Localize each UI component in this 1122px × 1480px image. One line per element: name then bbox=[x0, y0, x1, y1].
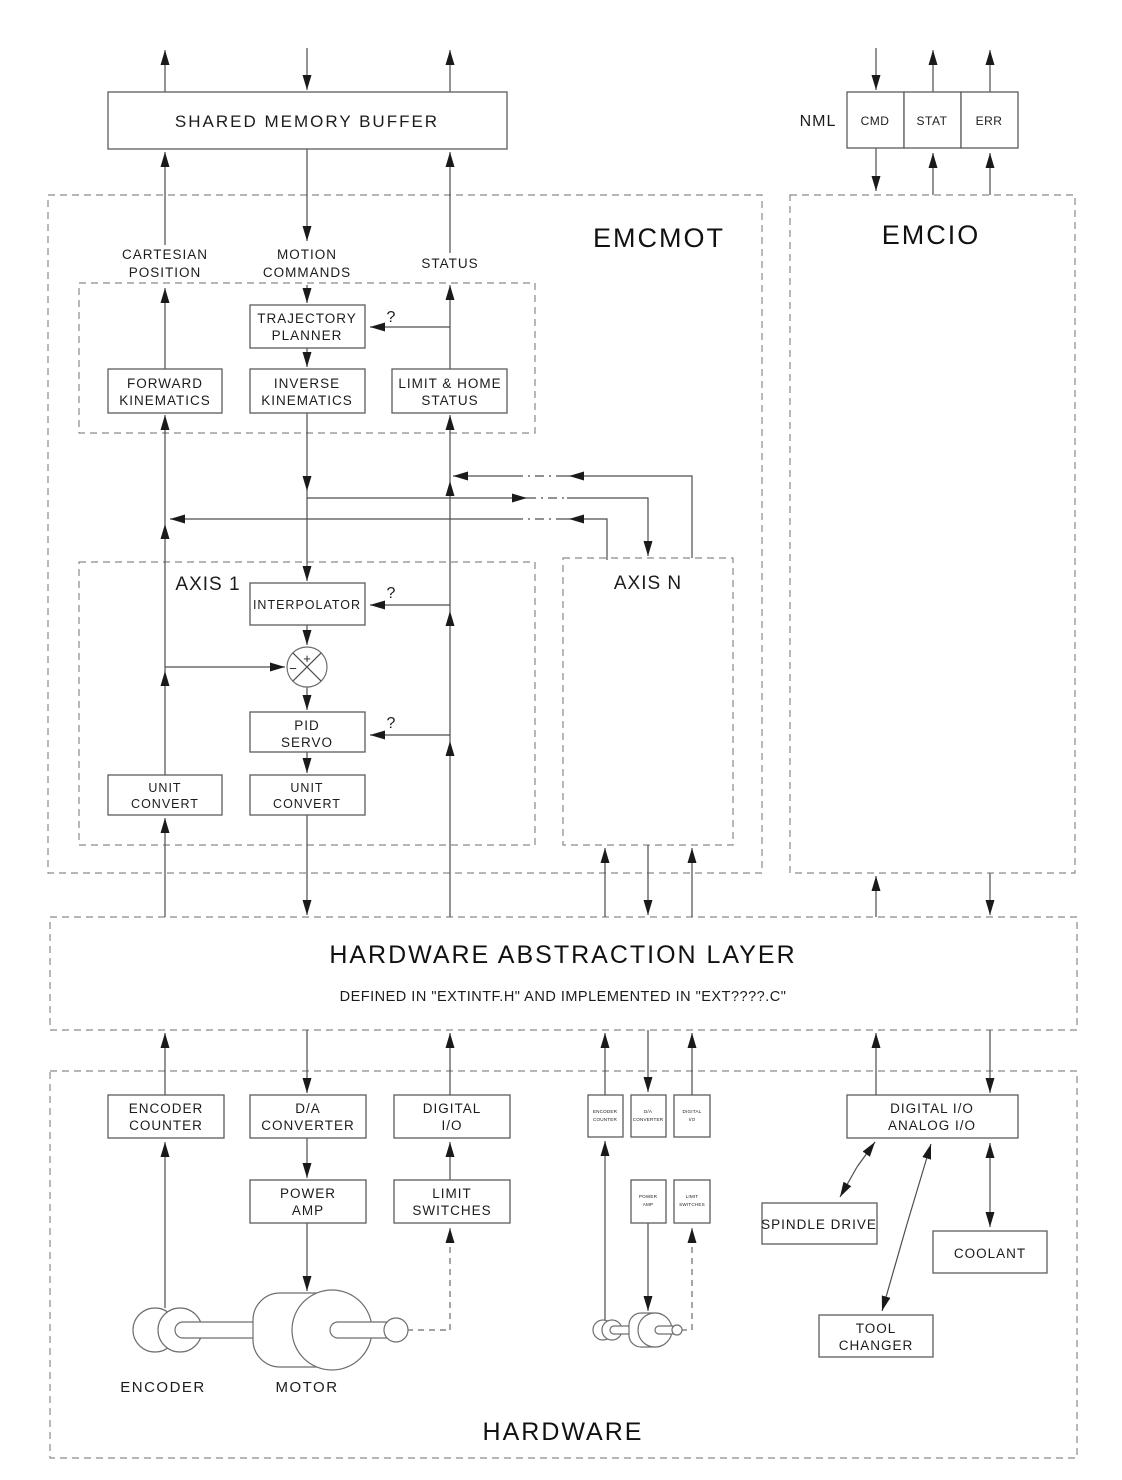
unit-convert-center-label: UNIT bbox=[290, 781, 324, 795]
sum-plus-sign: + bbox=[303, 651, 311, 666]
hardware-title: HARDWARE bbox=[482, 1418, 644, 1446]
encoder-counter-small-label2: COUNTER bbox=[592, 1117, 618, 1122]
encoder-counter-label2: COUNTER bbox=[129, 1118, 203, 1133]
da-converter-small-label: D/A bbox=[643, 1109, 653, 1114]
forward-kinematics-label2: KINEMATICS bbox=[119, 393, 211, 408]
hal-region bbox=[50, 917, 1077, 1030]
unit-convert-left-label: UNIT bbox=[148, 781, 182, 795]
digital-analog-io-label: DIGITAL I/O bbox=[890, 1101, 974, 1116]
encoder-counter-small-label: ENCODER bbox=[592, 1109, 618, 1114]
axis1-title: AXIS 1 bbox=[175, 574, 241, 595]
encoder-caption: ENCODER bbox=[120, 1379, 206, 1396]
motor-caption: MOTOR bbox=[275, 1379, 339, 1396]
cartesian-position-label2: POSITION bbox=[128, 265, 202, 280]
trajectory-planner-label2: PLANNER bbox=[271, 328, 343, 343]
trajectory-planner-label: TRAJECTORY bbox=[257, 311, 357, 326]
unit-convert-center-label2: CONVERT bbox=[273, 797, 341, 811]
digital-io-small-label2: I/O bbox=[688, 1117, 696, 1122]
emcmot-title: EMCMOT bbox=[593, 223, 725, 253]
axisn-title: AXIS N bbox=[613, 573, 683, 594]
small-motor-shaft-end bbox=[672, 1325, 682, 1335]
motor-shaft-end bbox=[384, 1318, 408, 1342]
digital-analog-io-label2: ANALOG I/O bbox=[887, 1118, 977, 1133]
summing-junction bbox=[287, 647, 327, 687]
axisn-region bbox=[563, 558, 733, 845]
cartesian-position-label: CARTESIAN bbox=[121, 247, 209, 262]
da-converter-label: D/A bbox=[295, 1101, 321, 1116]
boxes bbox=[108, 92, 1047, 1357]
question-mark-trajectory: ? bbox=[386, 309, 396, 326]
pid-servo-label: PID bbox=[294, 718, 320, 733]
power-amp-small-label2: AMP bbox=[642, 1202, 654, 1207]
nml-stat-label: STAT bbox=[916, 114, 948, 128]
da-converter-small-box bbox=[631, 1095, 666, 1137]
pid-servo-label2: SERVO bbox=[280, 735, 334, 750]
hal-title: HARDWARE ABSTRACTION LAYER bbox=[329, 941, 797, 969]
unit-convert-left-label2: CONVERT bbox=[131, 797, 199, 811]
forward-kinematics-label: FORWARD bbox=[127, 376, 203, 391]
interpolator-label: INTERPOLATOR bbox=[252, 598, 362, 612]
limit-switches-label: LIMIT bbox=[432, 1186, 472, 1201]
motor-shaft-left bbox=[175, 1322, 260, 1338]
limit-switches-small-label: LIMIT bbox=[685, 1194, 699, 1199]
power-amp-label: POWER bbox=[279, 1186, 337, 1201]
limit-home-status-label2: STATUS bbox=[421, 393, 479, 408]
emcio-region bbox=[790, 195, 1075, 873]
axisn-motor-drawing bbox=[593, 1313, 682, 1347]
question-mark-pid: ? bbox=[386, 715, 396, 732]
nml-label: NML bbox=[799, 113, 837, 130]
nml-err-label: ERR bbox=[975, 114, 1003, 128]
spindle-drive-label: SPINDLE DRIVE bbox=[761, 1217, 877, 1232]
emcmot-region bbox=[48, 195, 762, 873]
limit-switches-small-label2: SWITCHES bbox=[679, 1202, 705, 1207]
power-amp-small-label: POWER bbox=[638, 1194, 658, 1199]
limit-switches-label2: SWITCHES bbox=[412, 1203, 492, 1218]
tool-changer-label: TOOL bbox=[855, 1321, 897, 1336]
encoder-counter-label: ENCODER bbox=[128, 1101, 204, 1116]
power-amp-label2: AMP bbox=[291, 1203, 325, 1218]
encoder-counter-small-box bbox=[588, 1095, 623, 1137]
motion-commands-label: MOTION bbox=[277, 247, 337, 262]
inverse-kinematics-label2: KINEMATICS bbox=[261, 393, 353, 408]
inverse-kinematics-label: INVERSE bbox=[273, 376, 341, 391]
coolant-label: COOLANT bbox=[953, 1246, 1027, 1261]
question-mark-interpolator: ? bbox=[386, 585, 396, 602]
tool-changer-label2: CHANGER bbox=[838, 1338, 914, 1353]
hal-subtitle: DEFINED IN "EXTINTF.H" AND IMPLEMENTED IN "EXT????.C" bbox=[339, 989, 787, 1005]
da-converter-label2: CONVERTER bbox=[261, 1118, 355, 1133]
digital-io-small-label: DIGITAL bbox=[682, 1109, 702, 1114]
digital-io-small-box bbox=[674, 1095, 710, 1137]
motion-commands-label2: COMMANDS bbox=[262, 265, 352, 280]
status-label: STATUS bbox=[421, 256, 479, 271]
da-converter-small-label2: CONVERTER bbox=[632, 1117, 664, 1122]
mid-arrowheads bbox=[161, 472, 585, 757]
digital-io-label: DIGITAL bbox=[422, 1101, 482, 1116]
emcio-title: EMCIO bbox=[881, 220, 981, 250]
limit-home-status-label: LIMIT & HOME bbox=[398, 376, 502, 391]
nml-cmd-label: CMD bbox=[860, 114, 890, 128]
shared-memory-buffer-label: SHARED MEMORY BUFFER bbox=[174, 112, 440, 131]
sum-minus-sign: − bbox=[289, 661, 297, 676]
axis1-motor-drawing bbox=[133, 1290, 408, 1370]
digital-io-label2: I/O bbox=[441, 1118, 463, 1133]
